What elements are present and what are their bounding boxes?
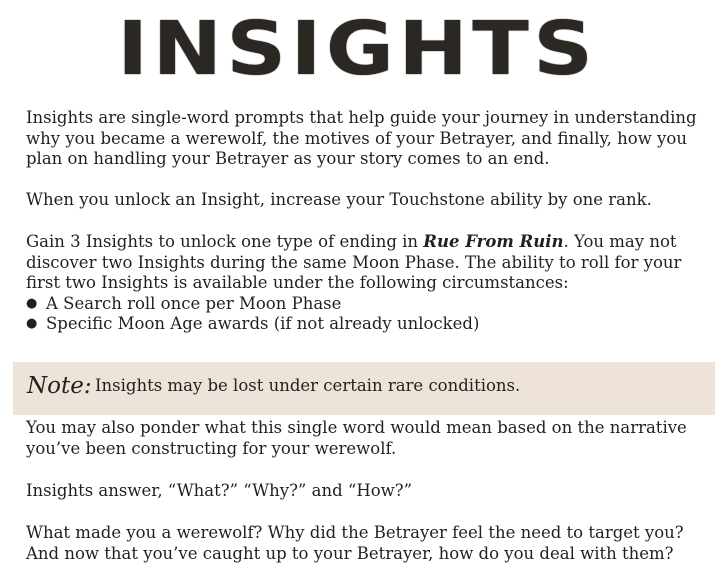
list-item: ● Specific Moon Age awards (if not already unlocked) [26,314,706,335]
list-item: ● A Search roll once per Moon Phase [26,294,706,315]
questions-paragraph: What made you a werewolf? Why did the Betrayer feel the need to target you? And now that you’ve caught up to your Betrayer, how do you deal with them? [26,523,684,563]
intro-paragraph: Insights are single-word prompts that help guide your journey in understanding why you became a werewolf, the motives of your Betrayer, and finally, how you plan on handling your Betrayer as your story comes to an end. [26,108,697,168]
ponder-paragraph: You may also ponder what this single word would mean based on the narrative you’ve been constructing for your werewolf. [26,418,687,458]
note-label: Note: [27,373,92,399]
title-container [0,8,715,90]
unlock-paragraph: When you unlock an Insight, increase your Touchstone ability by one rank. [26,190,652,209]
note-text: Insights may be lost under certain rare conditions. [95,376,521,395]
gain-paragraph [26,232,706,335]
circumstances-list [26,294,706,335]
gain-text-before: Gain 3 Insights to unlock one type of ending in [26,232,424,251]
page-title: INSIGHTS [117,6,598,92]
book-title: Rue From Ruin [423,232,564,251]
gain-text-after: . You may not discover two Insights during the same Moon Phase. The ability to roll for your first two Insights is available under the following circumstances: [26,232,682,292]
note-callout [13,362,715,415]
answer-paragraph: Insights answer, “What?” “Why?” and “How?” [26,481,413,500]
